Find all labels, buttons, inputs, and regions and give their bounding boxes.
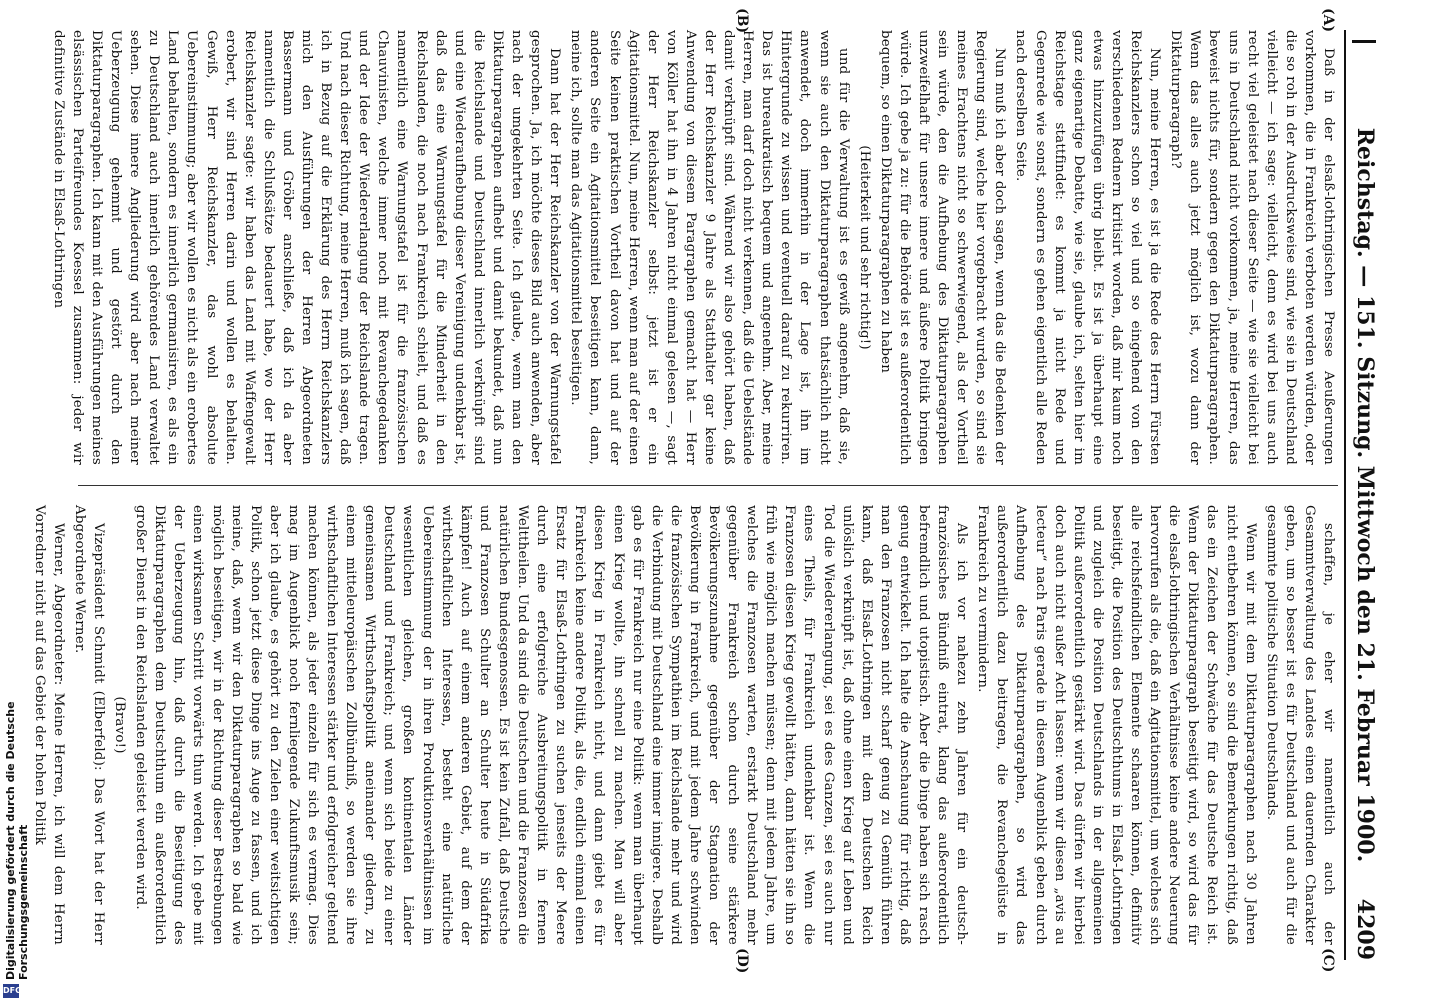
right-column (31, 505, 1338, 945)
paragraph: Nun muß ich aber doch sagen, wenn das die Bedenken der Regierung sind, welche hier vorgebracht wurden, so sind sie meines Erachtens nicht so schwerwiegend, als der Vortheil sein würde, den die Aufhebung des Diktaturparagraphen unzweifelhaft für unsere innere und äußere Politik bringen würde. Ich gebe ja zu: für die Behörde ist es außerordentlich bequem, so einen Diktaturparagraphen zu haben (877, 30, 1008, 465)
paragraph: Als ich vor nahezu zehn Jahren für ein deutsch-französisches Bündniß eintrat, klang das außerordentlich befremdlich und utopistisch. Aber die Dinge haben sich rasch genug entwickelt. Ich halte die Anschauung für richtig, daß man den Franzosen nicht scharf genug zu Gemüth führen kann, daß Elsaß-Lothringen mit dem Deutschen Reich unlöslich verknüpft ist, daß ohne einen Krieg auf Leben und Tod die Wiedererlangung, sei es des Ganzen, sei es auch nur eines Theils, für Frankreich undenkbar ist. Wenn die Franzosen diesen Krieg gewollt hätten, dann hätten sie ihn so früh wie möglich machen müssen; denn mit jedem Jahre, um welches die Franzosen warten, erstarkt Deutschland mehr gegenüber Frankreich schon durch seine stärkere Bevölkerungszunahme gegenüber der Stagnation der Bevölkerung in Frankreich, und mit jedem Jahre schwinden die französischen Sympathien im Reichslande mehr und wird die Verbindung mit Deutschland eine immer innigere. Deshalb gab es für Frankreich nur eine Politik: wenn man überhaupt einen Krieg wollte, ihn schnell zu machen. Man will aber diesen Krieg in Frankreich nicht, und dann giebt es für Frankreich keine andere Politik, als die, endlich einmal einen Ersatz für Elsaß-Lothringen zu suchen jenseits der Meere durch eine erfolgreiche Ausbreitungspolitik in fernen Welttheilen. Und da sind die Deutschen und die Franzosen die natürlichen Bundesgenossen. Es ist kein Zufall, daß Deutsche und Franzosen Schulter an Schulter heute in Südafrika kämpfen! Auch auf einem anderen Gebiet, auf dem der wirthschaftlichen Interessen, besteht eine natürliche Uebereinstimmung der in ihren Produktionsverhältnissen im wesentlichen gleichen, großen kontinentalen Länder Deutschland und Frankreich; und wenn sich beide zu einer gemeinsamen Wirthschaftspolitik aneinander gliedern, zu einem mitteleuropäischen Zollbündniß, so werden sie ihre wirthschaftlichen Interessen stärker und erfolgreicher geltend machen können, als jeder einzeln für sich es vermag. Dies mag im Augenblick noch fernliegende Zukunftsmusik sein; aber ich glaube, es gehört zu den Zielen einer weitsichtigen Politik, schon jetzt diese Dinge ins Auge zu fassen, und ich meine, daß, wenn wir den Diktaturparagraphen so bald wie möglich beseitigen, wir in der Richtung dieser Bestrebungen einen wirksamen Schritt vorwärts thun werden. Ich gebe mit der Ueberzeugung hin, daß durch die Beseitigung des Diktaturparagraphen dem Deutschthum ein außerordentlich großer Dienst in den Reichslanden geleistet werden wird. (133, 505, 970, 945)
paragraph: Daß in der elsaß-lothringischen Presse Aeußerungen vorkommen, die in Frankreich verboten werden würden, oder die so roh in der Ausdrucksweise sind, wie sie in Deutschland vielleicht — ich sage: vielleicht, denn es wird bei uns auch recht viel geleistet nach dieser Seite — wie sie vielleicht bei uns in Deutschland nicht vorkommen, ja, meine Herren, das beweist nichts für, sondern gegen den Diktaturparagraphen. Wenn das alles auch jetzt möglich ist, wozu dann der Diktaturparagraph? (1168, 30, 1336, 465)
header-rule (1344, 30, 1346, 960)
margin-marker-b: (B) (734, 8, 750, 34)
paragraph: (Bravo!) (112, 696, 128, 754)
dfg-logo: DFG (3, 984, 19, 998)
digitization-footer (0, 600, 30, 1000)
paragraph: Nun, meine Herren, es ist ja die Rede des Herrn Fürsten Reichskanzlers schon so viel und so eingehend von den verschiedenen Rednern kritisirt worden, daß mir kaum noch etwas hinzuzufügen übrig bleibt. Es ist ja überhaupt eine ganz eigenartige Debatte, wie sie, glaube ich, selten hier im Reichstage stattfindet: es kommt ja nicht Rede und Gegenrede wie sonst, sondern es gehen eigentlich alle Reden nach derselben Seite. (1013, 30, 1163, 465)
paragraph: Dann hat der Herr Reichskanzler von der Warnungstafel gesprochen. Ja, ich möchte dieses Bild auch anwenden, aber nach der umgekehrten Seite. Ich glaube, wenn man den Diktaturparagraphen aufhebt und damit bekundet, daß nun die Reichslande und Deutschland innerlich verknüpft sind und eine Wiederaufhebung dieser Vereinigung undenkbar ist, daß das eine Warnungstafel für die Minderheit in den Reichslanden, die noch nach Frankreich schielt, und daß es namentlich eine Warnungstafel ist für die französischen Chauvinisten, welche immer noch mit Revanchegedanken und der Idee der Wiedererlangung der Reichslande tragen. Und nach dieser Richtung, meine Herren, muß ich sagen, daß ich in Bezug auf die Erklärung des Herrn Reichskanzlers mich den Ausführungen der Herren Abgeordneten Bassermann und Gröber anschließe, daß ich da aber namentlich die Schlußsätze bedauert habe, wo der Herr Reichskanzler sagte: wir haben das Land mit Waffengewalt erobert, wir sind Herren darin und wollen es behalten. Gewiß, Herr Reichskanzler, das wohl absolute Uebereinstimmung; aber wir wollen es nicht als ein erobertes Land behalten, sondern es innerlich germanisiren, es als ein zu Deutschland auch innerlich gehörendes Land verwaltet sehen. Diese innere Angliederung wird aber nach meiner Ueberzeugung gehemmt und gestört durch den Diktaturparagraphen. Ich kann mit den Ausführungen meines elsässischen Parteifreundes Koessel zusammen: jeder wir definitive Zustände in Elsaß-Lothringen (50, 30, 563, 465)
page-header (1342, 30, 1382, 960)
paragraph: Vizepräsident Schmidt (Elberfeld): Das Wort hat der Herr Abgeordnete Werner. (71, 505, 106, 945)
funding-note: Digitalisierung gefördert durch die Deutsche Forschungsgemeinschaft (4, 701, 30, 980)
paragraph: Wenn wir mit dem Diktaturparagraphen nach 30 Jahren nicht entbehren können, so sind die Bemerkungen richtig, daß das ein Zeichen der Schwäche für das Deutsche Reich ist. Wenn der Diktaturparagraph beseitigt wird, so wird das für die elsaß-lothringischen Verhältnisse keine andere Neuerung hervorrufen als die, daß ein Agitationsmittel, um welches sich alle reichsfeindlichen Elemente schaaren können, definitiv beseitigt, die Position des Deutschthums in Elsaß-Lothringen und zugleich die Position Deutschlands in der allgemeinen Politik außerordentlich gestärkt wird. Das dürfen wir hierbei doch auch nicht außer Acht lassen: wenn wir diesen „avis au lecteur“ nach Paris gerade in diesem Augenblick geben durch Aufhebung des Diktaturparagraphen, so wird das außerordentlich dazu beitragen, die Revanchegelüste in Frankreich zu vermindern. (975, 505, 1258, 945)
left-column (50, 30, 1338, 465)
column-divider (78, 485, 1338, 486)
margin-marker-c: (C) (1320, 948, 1336, 973)
page-number: 4209 (1352, 898, 1378, 960)
document-page (31, 0, 1390, 1000)
header-title: Reichstag. — 151. Sitzung. Mittwoch den 21. Februar 1900. (1352, 127, 1378, 863)
paragraph: (Heiterkeit und sehr richtig!) (856, 145, 872, 350)
margin-marker-a: (A) (1320, 8, 1336, 33)
paragraph: schaffen, je eher wir namentlich auch der Gesammtverwaltung des Landes einen dauernden Charakter geben, um so besser ist es für Deutschland und auch für die gesammte politische Situation Deutschlands. (1263, 505, 1336, 945)
margin-marker-d: (D) (734, 948, 750, 974)
paragraph: und für die Verwaltung ist es gewiß angenehm, daß sie, wenn sie auch den Diktaturparagraphen thatsächlich nicht anwendet, doch immerhin in der Lage ist, ihn im Hintergrunde zu wissen und eventuell darauf zu rekurriren. Das ist bureaukratisch bequem und angenehm. Aber, meine Herren, man darf doch nicht verkennen, daß die Uebelstände damit verknüpft sind. Während wir also gehört haben, daß der Herr Reichskanzler 9 Jahre als Statthalter gar keine Anwendung von diesem Paragraphen gemacht hat — Herr von Köller hat ihn in 4 Jahren nicht einmal gelesen —, sagt der Herr Reichskanzler selbst: jetzt ist er ein Agitationsmittel. Nun, meine Herren, wenn man auf der einen Seite keinen praktischen Vortheil davon hat und auf der anderen Seite ein Agitationsmittel beseitigen kann, dann, meine ich, sollte man das Agitationsmittel beseitigen. (568, 30, 851, 465)
paragraph: Werner, Abgeordneter: Meine Herren, ich will dem Herrn Vorredner nicht auf das Gebiet der hohen Politik (31, 505, 66, 945)
